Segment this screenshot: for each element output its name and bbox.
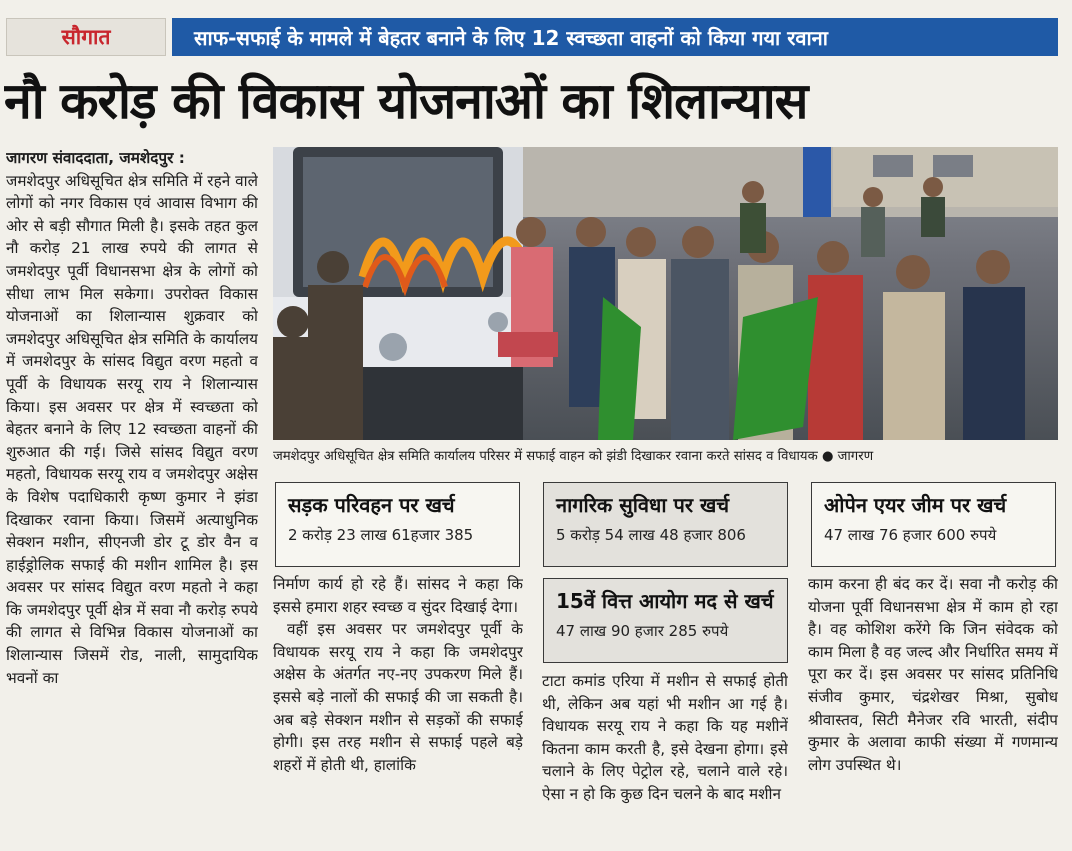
expense-box-value: 47 लाख 90 हजार 285 रुपये <box>556 622 729 640</box>
byline: जागरण संवाददाता, जमशेदपुर : <box>6 149 185 167</box>
expense-box-title: सड़क परिवहन पर खर्च <box>288 493 455 517</box>
section-tag: सौगात <box>6 18 166 56</box>
article-paragraph: निर्माण कार्य हो रहे हैं। सांसद ने कहा कि इससे हमारा शहर स्वच्छ व सुंदर दिखाई देगा। <box>273 575 523 616</box>
expense-box-title: नागरिक सुविधा पर खर्च <box>556 493 730 517</box>
expense-box-title: ओपेन एयर जीम पर खर्च <box>824 493 1007 517</box>
expense-box-value: 2 करोड़ 23 लाख 61हजार 385 <box>288 526 474 544</box>
expense-box-title: 15वें वित्त आयोग मद से खर्च <box>556 589 774 613</box>
article-column-3 <box>542 670 788 847</box>
photo-illustration <box>273 147 1058 440</box>
article-column-1 <box>6 147 258 847</box>
article-paragraph: वहीं इस अवसर पर जमशेदपुर पूर्वी के विधायक सरयू राय ने कहा कि जमशेदपुर अक्षेस के अंतर्गत नए-नए उपकरण मिले हैं। इससे बड़े नालों की सफाई की जा सकती है। अब बड़े सेक्शन मशीन से सड़कों की सफाई होगी। इस तरह मशीन से सफाई पहले बड़े शहरों में होती थी, हालांकि <box>273 620 523 774</box>
expense-box-open-air-gym <box>811 482 1056 567</box>
article-text: जमशेदपुर अधिसूचित क्षेत्र समिति में रहने वाले लोगों को नगर विकास एवं आवास विभाग की ओर से बड़ी सौगात मिली है। इसके तहत कुल नौ करोड़ 21 लाख रुपये की लागत से जमशेदपुर पूर्वी विधानसभा क्षेत्र के लोगों को सीधा लाभ मिल सकेगा। उपरोक्त विकास योजनाओं का शिलान्यास शुक्रवार को जमशेदपुर अधिसूचित क्षेत्र समिति के कार्यालय में जमशेदपुर के सांसद विद्युत वरण महतो व पूर्वी के विधायक सरयू राय ने शिलान्यास किया। इस अवसर पर क्षेत्र में स्वच्छता को बेहतर बनाने के लिए 12 स्वच्छता वाहनों की शुरुआत की गई। जिसे सांसद विद्युत वरण महतो, विधायक सरयू राय व जमशेदपुर अक्षेस के विशेष पदाधिकारी कृष्ण कुमार ने झंडा दिखाकर रवाना किया। जिसमें अत्याधुनिक सेक्शन मशीन, सीएनजी डोर टू डोर वैन व हाईड्रोलिक सफाई की मशीन शामिल है। इस अवसर पर सांसद विद्युत वरण महतो ने कहा कि जमशेदपुर पूर्वी क्षेत्र में सवा नौ करोड़ रुपये की लागत से विभिन्न विकास योजनाओं का शिलान्यास जिसमें रोड, नाली, सामुदायिक भवनों का <box>6 171 258 687</box>
article-column-4 <box>808 573 1058 847</box>
article-paragraph: काम करना ही बंद कर दें। सवा नौ करोड़ की योजना पूर्वी विधानसभा क्षेत्र में काम हो रहा है। वह कोशिश करेंगे कि जिन संवेदक को काम मिला है वह जल्द और निर्धारित समय में पूरा कर दें। इस अवसर पर सांसद प्रतिनिधि संजीव कुमार, चंद्रशेखर मिश्रा, सुबोध श्रीवास्तव, सिटी मैनेजर रवि भारती, संदीप कुमार के अलावा काफी संख्या में गणमान्य लोग उपस्थित थे। <box>808 575 1058 774</box>
article-column-2 <box>273 573 523 847</box>
expense-box-value: 5 करोड़ 54 लाख 48 हजार 806 <box>556 526 746 544</box>
article-paragraph: टाटा कमांड एरिया में मशीन से सफाई होती थी, लेकिन अब यहां भी मशीन आ गई है। विधायक सरयू राय ने कहा कि यह मशीनें कितना काम करती है, इसे देखना होगा। इसे चलाने के लिए पेट्रोल रहे, चलाने वाले रहे। ऐसा न हो कि कुछ दिन चलने के बाद मशीन <box>542 672 788 803</box>
photo-caption: जमशेदपुर अधिसूचित क्षेत्र समिति कार्यालय परिसर में सफाई वाहन को झंडी दिखाकर रवाना करते सांसद व विधायक ● जागरण <box>273 449 874 464</box>
subheadline-strip: साफ-सफाई के मामले में बेहतर बनाने के लिए 12 स्वच्छता वाहनों को किया गया रवाना <box>172 18 1058 56</box>
expense-box-value: 47 लाख 76 हजार 600 रुपये <box>824 526 997 544</box>
expense-box-finance-commission <box>543 578 788 663</box>
expense-box-road-transport <box>275 482 520 567</box>
expense-box-civic-amenities <box>543 482 788 567</box>
news-photo <box>273 147 1058 440</box>
headline: नौ करोड़ की विकास योजनाओं का शिलान्यास <box>4 72 808 130</box>
